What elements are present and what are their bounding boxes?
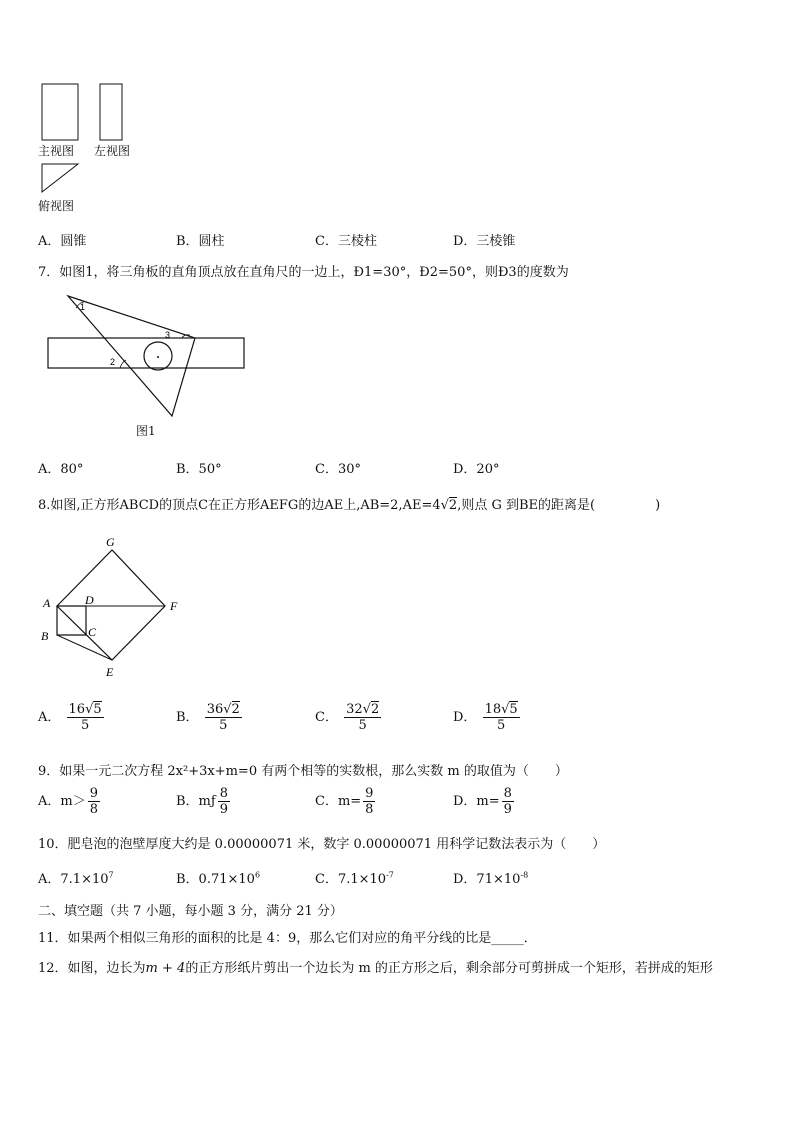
point-f-label: F xyxy=(170,599,178,613)
q6-option-c[interactable]: C．三棱柱 xyxy=(315,234,377,249)
q8-text-post: ,则点 G 到BE的距离是( xyxy=(457,498,596,513)
point-a-label: A xyxy=(43,596,51,610)
angle-3-label: 3 xyxy=(165,330,171,340)
q6-option-d[interactable]: D．三棱锥 xyxy=(453,234,516,249)
top-view-label: 俯视图 xyxy=(38,199,75,213)
q8-option-a[interactable]: A． $\frac{16√5}{5}$ xyxy=(38,702,102,733)
ruler-circle-center xyxy=(157,356,159,358)
q12-expr: m + 4 xyxy=(145,961,186,976)
left-view-label: 左视图 xyxy=(94,144,131,158)
fraction: $\frac{9}{8}$ xyxy=(89,786,98,817)
q8-option-d[interactable]: D． $\frac{18√5}{5}$ xyxy=(453,702,518,733)
q8-text-coef: 4 xyxy=(432,498,441,513)
front-view-label: 主视图 xyxy=(38,144,75,158)
q7-option-d[interactable]: D．20° xyxy=(453,462,500,477)
q12-question-text: 12．如图，边长为m + 4的正方形纸片剪出一个边长为 m 的正方形之后，剩余部分可剪拼成一个矩形，若拼成的矩形 xyxy=(38,961,713,976)
section2-heading: 二、填空题（共 7 小题，每小题 3 分，满分 21 分） xyxy=(38,904,343,919)
q10-option-b[interactable]: B．$0.71\times 10^6$ xyxy=(176,870,261,887)
point-g-label: G xyxy=(106,535,115,549)
q7-option-b[interactable]: B．50° xyxy=(176,462,222,477)
q9-option-d[interactable]: D．m= $\frac{8}{9}$ xyxy=(453,786,512,817)
q8-option-b[interactable]: B． $\frac{36√2}{5}$ xyxy=(176,702,240,733)
q7-option-c[interactable]: C．30° xyxy=(315,462,361,477)
fraction: $\frac{36√2}{5}$ xyxy=(206,702,240,733)
q7-figure-caption: 图1 xyxy=(136,424,156,438)
q10-option-c[interactable]: C．$7.1\times 10^{-7}$ xyxy=(315,870,394,887)
fraction: $\frac{8}{9}$ xyxy=(219,786,228,817)
three-view-figure xyxy=(36,80,156,200)
fraction: $\frac{32√2}{5}$ xyxy=(346,702,380,733)
square-aefg xyxy=(57,550,165,660)
q8-figure xyxy=(34,532,194,682)
q9-option-a[interactable]: A．m＞ $\frac{9}{8}$ xyxy=(38,786,98,817)
q11-question-text: 11．如果两个相似三角形的面积的比是 4：9，那么它们对应的角平分线的比是_____． xyxy=(38,931,537,946)
angle-2-label: 2 xyxy=(110,357,116,367)
top-view-triangle xyxy=(42,164,78,192)
q9-option-c[interactable]: C．m= $\frac{9}{8}$ xyxy=(315,786,374,817)
q8-text-rad: 2 xyxy=(448,498,458,513)
q10-option-a[interactable]: A．$7.1\times 10^7$ xyxy=(38,870,114,887)
front-view-rect xyxy=(42,84,78,140)
q9-question-text: 9．如果一元二次方程 2x²+3x+m=0 有两个相等的实数根，那么实数 m 的取值为（ ） xyxy=(38,764,568,779)
fraction: $\frac{18√5}{5}$ xyxy=(484,702,518,733)
q6-option-b[interactable]: B．圆柱 xyxy=(176,234,225,249)
q10-question-text: 10．肥皂泡的泡壁厚度大约是 0.00000071 米，数字 0.00000071 用科学记数法表示为（ ） xyxy=(38,837,606,852)
point-d-label: D xyxy=(85,593,94,607)
q6-option-a[interactable]: A．圆锥 xyxy=(38,234,87,249)
q8-text-pre: 8.如图,正方形ABCD的顶点C在正方形AEFG的边AE上,AB=2,AE= xyxy=(38,498,433,513)
point-b-label: B xyxy=(41,629,49,643)
point-c-label: C xyxy=(88,625,97,639)
q8-question-text xyxy=(38,494,660,513)
q8-text-close: ) xyxy=(655,498,661,513)
q8-option-c[interactable]: C． $\frac{32√2}{5}$ xyxy=(315,702,380,733)
segment-be xyxy=(57,635,112,660)
sqrt-symbol: √ xyxy=(440,498,449,513)
angle-1-label: 1 xyxy=(80,302,86,312)
fraction: $\frac{9}{8}$ xyxy=(365,786,374,817)
q7-question-text: 7．如图1，将三角板的直角顶点放在直角尺的一边上，Ð1=30°，Ð2=50°，则Ð3的度数为 xyxy=(38,265,569,280)
q7-figure xyxy=(40,288,260,428)
left-view-rect xyxy=(100,84,122,140)
set-square-triangle xyxy=(68,296,195,416)
q7-option-a[interactable]: A．80° xyxy=(38,462,84,477)
fraction: $\frac{16√5}{5}$ xyxy=(68,702,102,733)
q9-option-b[interactable]: B．mƒ $\frac{8}{9}$ xyxy=(176,786,228,817)
q10-option-d[interactable]: D．$71\times 10^{-8}$ xyxy=(453,870,529,887)
point-e-label: E xyxy=(106,665,114,679)
fraction: $\frac{8}{9}$ xyxy=(503,786,512,817)
